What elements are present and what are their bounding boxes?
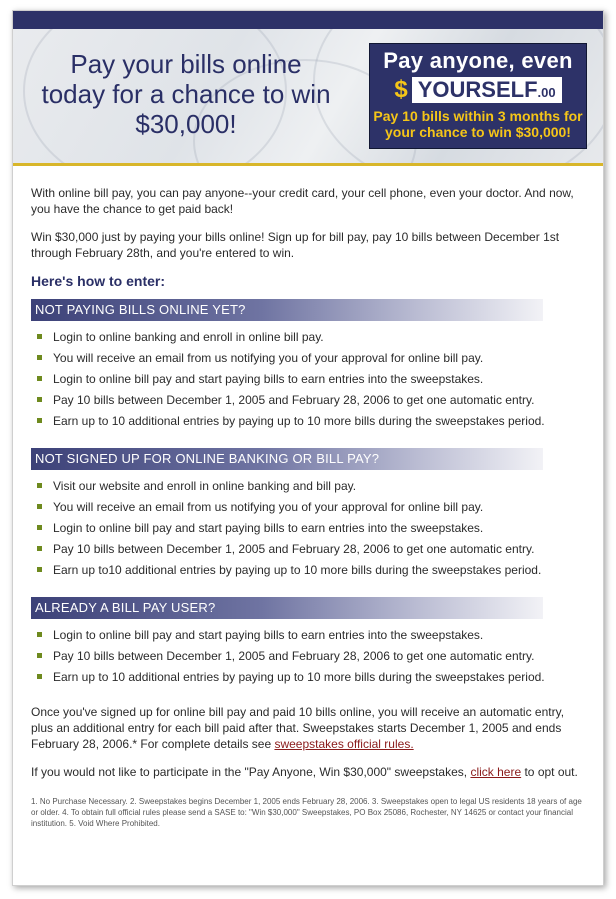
bullet-icon — [37, 483, 42, 488]
promo-line1: Pay anyone, even — [383, 48, 573, 73]
opt-out-paragraph: If you would not like to participate in the "Pay Anyone, Win $30,000" sweepstakes, click here to opt out. — [31, 765, 578, 779]
list-item: Pay 10 bills between December 1, 2005 and February 28, 2006 to get one automatic entry. — [31, 648, 586, 669]
gold-divider — [13, 163, 603, 166]
list-item: Login to online bill pay and start paying bills to earn entries into the sweepstakes. — [31, 520, 586, 541]
bullet-icon — [37, 653, 42, 658]
top-bar — [13, 11, 603, 29]
section-heading-already-user: ALREADY A BILL PAY USER? — [31, 597, 543, 619]
list-item: Visit our website and enroll in online banking and bill pay. — [31, 478, 586, 499]
bullet-icon — [37, 525, 42, 530]
bullet-icon — [37, 376, 42, 381]
list-item: You will receive an email from us notifying you of your approval for online bill pay. — [31, 350, 586, 371]
email-page — [12, 10, 604, 886]
bullet-icon — [37, 334, 42, 339]
bullet-icon — [37, 355, 42, 360]
list-item: Earn up to10 additional entries by paying up to 10 more bills during the sweepstakes period. — [31, 562, 586, 583]
hero-banner — [13, 29, 603, 163]
steps-list-already-user — [31, 627, 586, 690]
dollar-sign: $ — [394, 76, 408, 103]
section-heading-not-signed-up: NOT SIGNED UP FOR ONLINE BANKING OR BILL PAY? — [31, 448, 543, 470]
bullet-icon — [37, 397, 42, 402]
section-heading-not-paying: NOT PAYING BILLS ONLINE YET? — [31, 299, 543, 321]
opt-out-link[interactable]: click here — [470, 765, 522, 779]
hero-title: Pay your bills online today for a chance to win $30,000! — [41, 49, 331, 139]
promo-amount — [370, 76, 586, 104]
how-to-enter-heading: Here's how to enter: — [31, 273, 166, 289]
bullet-icon — [37, 632, 42, 637]
bullet-icon — [37, 674, 42, 679]
bullet-icon — [37, 546, 42, 551]
closing-paragraph: Once you've signed up for online bill pay and paid 10 bills online, you will receive an automatic entry, plus an additional entry for each bill paid after that. Sweepstakes starts December 1, 2005 and ends February 28, 2006.* For complete details see sweepstakes official rules. — [31, 705, 565, 751]
list-item: Pay 10 bills between December 1, 2005 and February 28, 2006 to get one automatic entry. — [31, 541, 586, 562]
bullet-icon — [37, 504, 42, 509]
list-item: Login to online banking and enroll in online bill pay. — [31, 329, 586, 350]
official-rules-link[interactable]: sweepstakes official rules. — [274, 737, 414, 751]
promo-badge — [369, 43, 587, 149]
steps-list-not-paying — [31, 329, 586, 434]
fine-print: 1. No Purchase Necessary. 2. Sweepstakes begins December 1, 2005 ends February 28, 2006. 3. Sweepstakes open to legal US residents 18 years of age or older. 4. To obtain full official rules please send a SASE to: "Win $30,000" Sweepstakes, PO Box 25086, Rochester, NY 14625 or contact your financial institution. 5. Void Where Prohibited. — [31, 797, 582, 828]
intro-paragraph-2: Win $30,000 just by paying your bills online! Sign up for bill pay, pay 10 bills between December 1st through February 28th, and you're entered to win. — [31, 230, 560, 260]
list-item: Earn up to 10 additional entries by paying up to 10 more bills during the sweepstakes period. — [31, 669, 586, 690]
list-item: You will receive an email from us notifying you of your approval for online bill pay. — [31, 499, 586, 520]
promo-yourself: YOURSELF.00 — [412, 77, 562, 103]
promo-line3: Pay 10 bills within 3 months for your chance to win $30,000! — [373, 108, 583, 140]
list-item: Login to online bill pay and start paying bills to earn entries into the sweepstakes. — [31, 627, 586, 648]
bullet-icon — [37, 567, 42, 572]
list-item: Login to online bill pay and start paying bills to earn entries into the sweepstakes. — [31, 371, 586, 392]
main-content — [31, 185, 586, 829]
list-item: Earn up to 10 additional entries by paying up to 10 more bills during the sweepstakes period. — [31, 413, 586, 434]
list-item: Pay 10 bills between December 1, 2005 and February 28, 2006 to get one automatic entry. — [31, 392, 586, 413]
bullet-icon — [37, 418, 42, 423]
intro-paragraph-1: With online bill pay, you can pay anyone--your credit card, your cell phone, even your doctor. And now, you have the chance to get paid back! — [31, 186, 574, 216]
steps-list-not-signed-up — [31, 478, 586, 583]
